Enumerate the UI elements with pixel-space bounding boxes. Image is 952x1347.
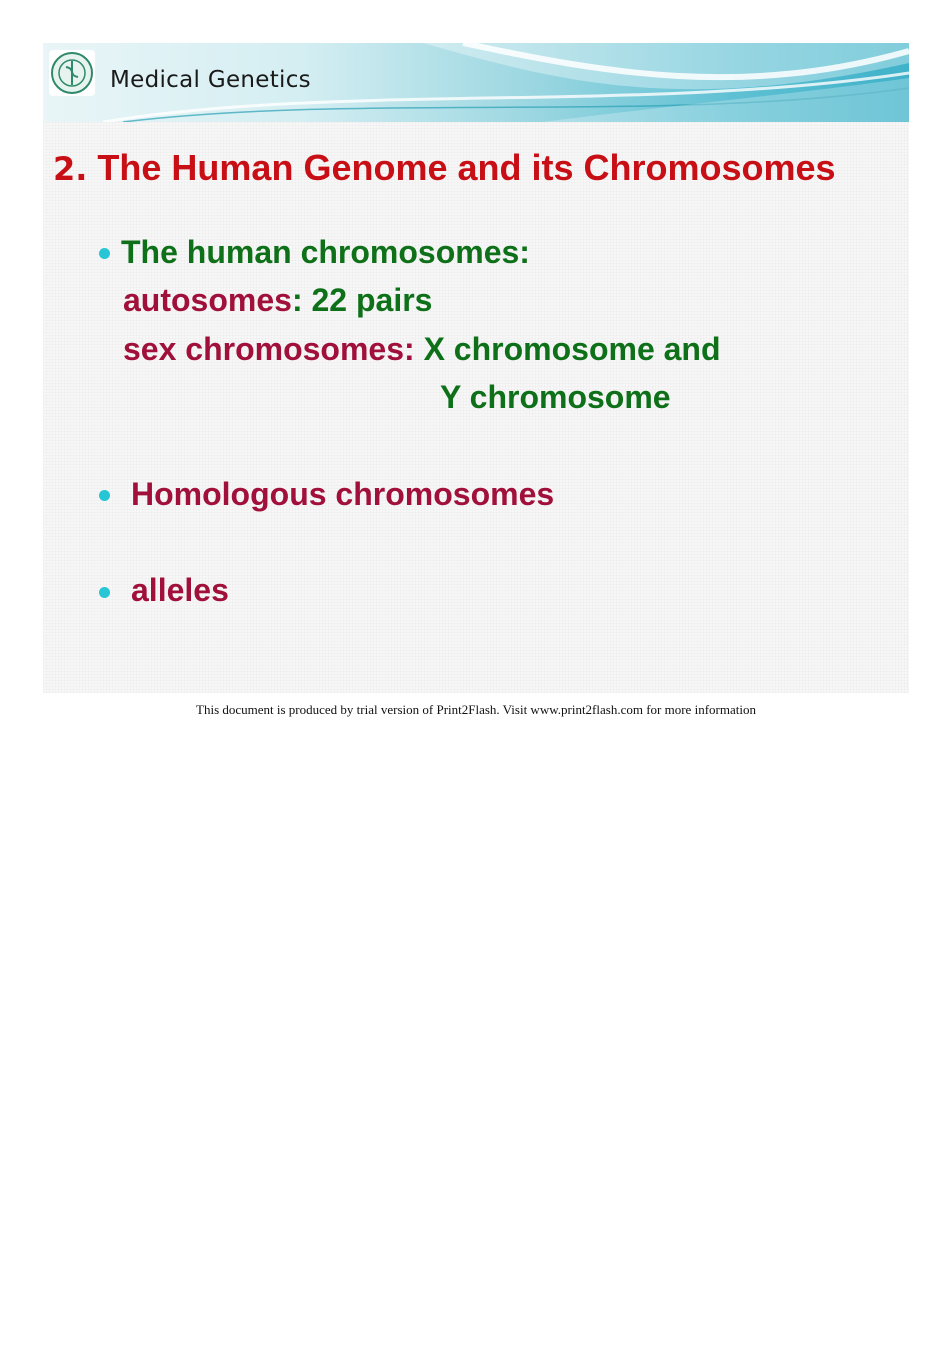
sub-line-sex-chromosomes	[123, 331, 721, 368]
header-banner	[43, 43, 909, 122]
sub-line-autosomes	[123, 282, 432, 319]
value-sex-chromosomes: X chromosome and	[414, 331, 721, 367]
term-sex-chromosomes: sex chromosomes:	[123, 331, 415, 367]
slide-title	[53, 147, 836, 189]
term-autosomes: autosomes	[123, 282, 292, 318]
bullet-dot-icon	[99, 248, 110, 259]
medical-college-logo-icon	[49, 50, 95, 96]
bullet-heading: alleles	[131, 572, 229, 608]
bullet-heading: Homologous chromosomes	[131, 476, 555, 512]
value-autosomes: : 22 pairs	[291, 282, 433, 318]
title-number: 2.	[53, 150, 88, 188]
sub-line-y-chromosome: Y chromosome	[440, 379, 671, 415]
bullet-dot-icon	[99, 490, 110, 501]
trial-watermark-text: This document is produced by trial version of Print2Flash. Visit www.print2flash.com for more information	[196, 702, 756, 717]
title-text: The Human Genome and its Chromosomes	[87, 147, 836, 188]
brand-title: Medical Genetics	[110, 67, 311, 93]
bullet-dot-icon	[99, 587, 110, 598]
bullet-heading: The human chromosomes:	[121, 234, 530, 270]
